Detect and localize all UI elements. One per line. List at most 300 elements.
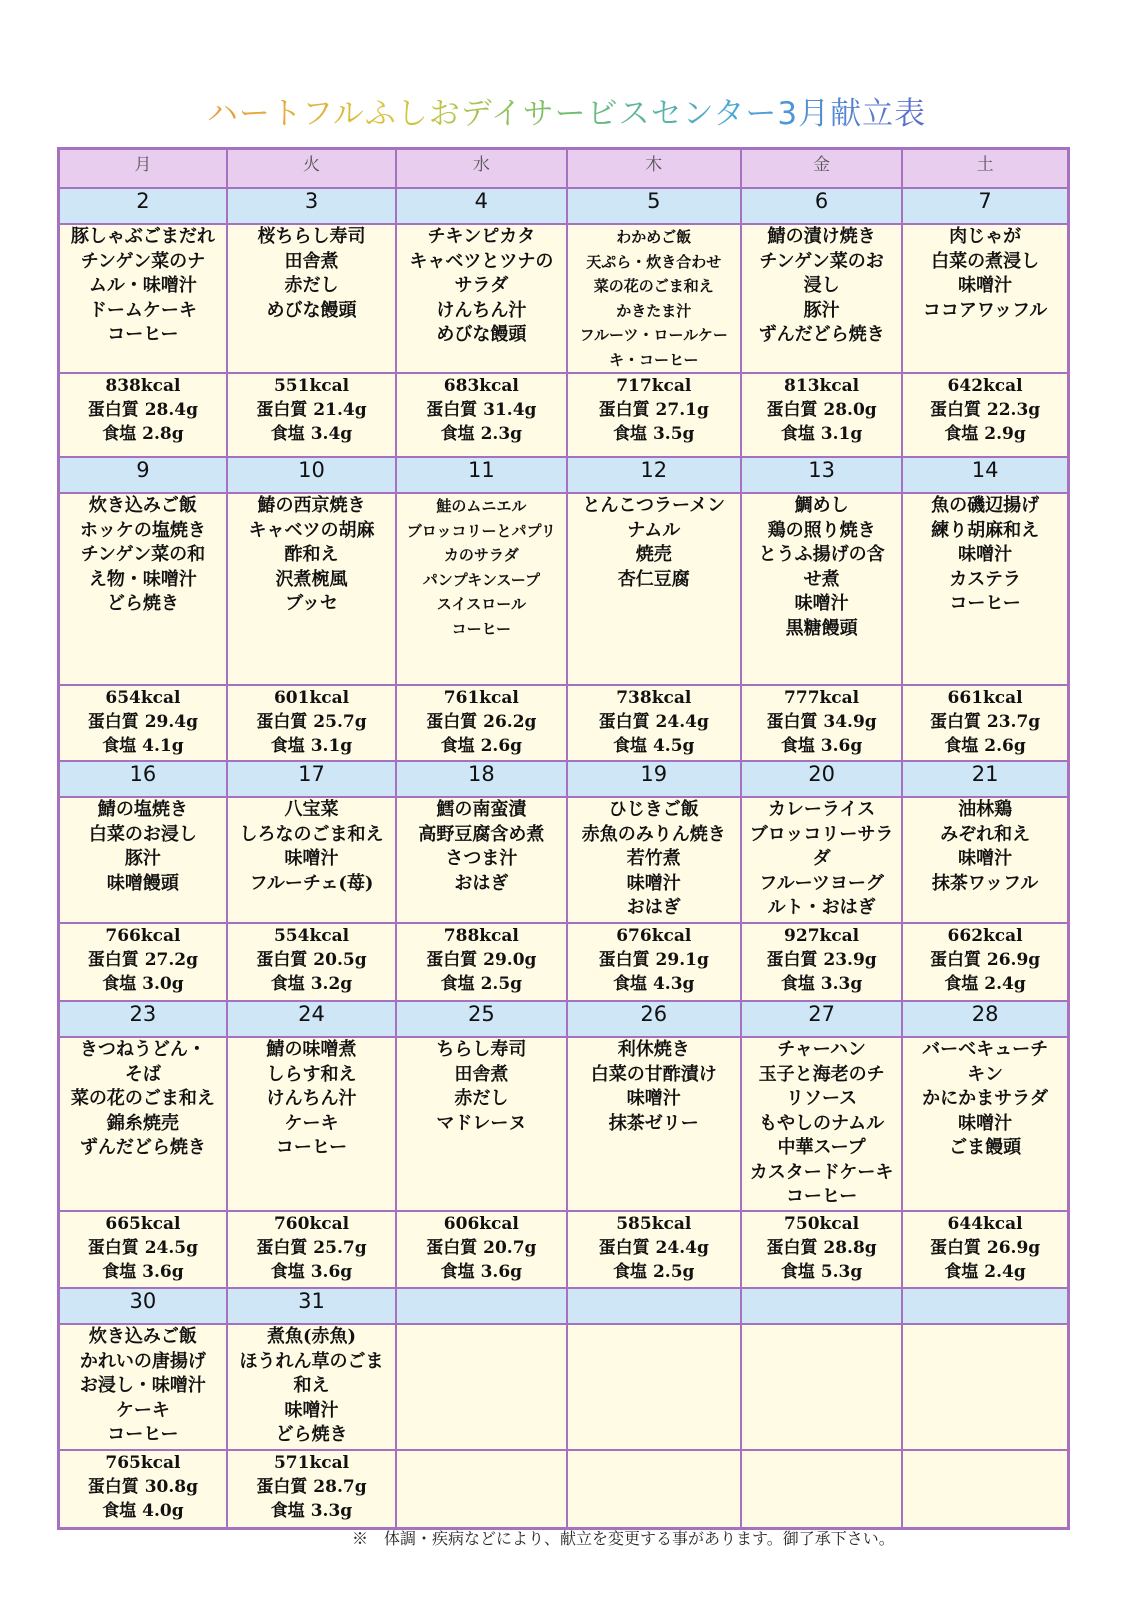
- nutrition-cell: [567, 1211, 741, 1288]
- menu-item: マドレーヌ: [436, 1112, 527, 1134]
- date-row: [59, 1288, 1069, 1324]
- menu-item: 味噌汁: [284, 1399, 339, 1421]
- protein-value: 蛋白質 30.8g: [87, 1477, 199, 1497]
- empty-cell: [396, 1324, 566, 1450]
- salt-value: 食塩 3.3g: [270, 1501, 353, 1521]
- protein-value: 蛋白質 26.9g: [929, 1238, 1041, 1258]
- menu-item: ダ: [812, 848, 831, 869]
- calories-value: 750kcal: [784, 1214, 860, 1234]
- empty-cell: [902, 1324, 1068, 1450]
- calories-value: 765kcal: [105, 1453, 181, 1473]
- menu-item: リソース: [786, 1088, 858, 1109]
- menu-cell: [227, 493, 396, 685]
- menu-item: 魚の磯辺揚げ: [931, 495, 1040, 516]
- menu-item: 肉じゃが: [949, 226, 1022, 247]
- day-number: 10: [227, 457, 396, 493]
- menu-item: スイスロール: [436, 595, 526, 613]
- nutrition-cell: [902, 923, 1068, 1001]
- nutrition-row: [59, 685, 1069, 761]
- menu-cell: [902, 1037, 1068, 1211]
- date-row: [59, 1001, 1069, 1037]
- menu-cell: [59, 1037, 227, 1211]
- menu-item: キン: [967, 1063, 1003, 1085]
- nutrition-cell: [902, 1211, 1068, 1288]
- nutrition-cell: [567, 923, 741, 1001]
- day-number: 7: [902, 188, 1068, 224]
- calories-value: 838kcal: [105, 376, 181, 396]
- day-number: 6: [741, 188, 902, 224]
- menu-cell: [741, 224, 902, 373]
- salt-value: 食塩 3.6g: [102, 1262, 184, 1282]
- salt-value: 食塩 2.3g: [440, 424, 523, 444]
- menu-item: そば: [124, 1063, 161, 1085]
- protein-value: 蛋白質 23.9g: [766, 950, 877, 970]
- menu-item: 菜の花のごま和え: [70, 1088, 215, 1109]
- menu-item: パンプキンスープ: [422, 570, 540, 589]
- salt-value: 食塩 3.2g: [270, 974, 353, 994]
- menu-item: 赤だし: [454, 1088, 509, 1109]
- day-number: [396, 1288, 566, 1324]
- calories-value: 683kcal: [443, 376, 519, 396]
- protein-value: 蛋白質 27.2g: [87, 950, 199, 970]
- empty-cell: [396, 1450, 566, 1529]
- menu-calendar: [57, 147, 1070, 1530]
- protein-value: 蛋白質 24.5g: [87, 1238, 199, 1258]
- menu-cell: [902, 797, 1068, 923]
- menu-item: カステラ: [949, 568, 1021, 590]
- weekday-mon: 月: [59, 149, 227, 189]
- menu-item: 煮魚(赤魚): [266, 1326, 357, 1347]
- salt-value: 食塩 3.0g: [102, 974, 184, 994]
- calories-value: 642kcal: [947, 376, 1023, 396]
- protein-value: 蛋白質 31.4g: [426, 400, 537, 420]
- menu-cell: [396, 797, 566, 923]
- menu-item: キャベツの胡麻: [248, 519, 375, 541]
- salt-value: 食塩 3.1g: [780, 424, 863, 444]
- nutrition-cell: [741, 373, 902, 457]
- weekday-tue: 火: [227, 149, 396, 189]
- day-number: 20: [741, 761, 902, 797]
- menu-item: ずんだどら焼き: [758, 324, 885, 345]
- menu-item: ケーキ: [284, 1112, 339, 1134]
- menu-item: 練り胡麻和え: [931, 519, 1040, 541]
- day-number: 23: [59, 1001, 227, 1037]
- menu-item: さつま汁: [445, 848, 518, 869]
- menu-item: ルト・おはぎ: [767, 897, 876, 918]
- menu-cell: [567, 797, 741, 923]
- day-number: 25: [396, 1001, 566, 1037]
- nutrition-cell: [227, 923, 396, 1001]
- calories-value: 554kcal: [273, 926, 350, 946]
- calories-value: 606kcal: [443, 1214, 519, 1234]
- weekday-wed: 水: [396, 149, 566, 189]
- menu-item: めびな饅頭: [436, 324, 527, 345]
- nutrition-cell: [902, 373, 1068, 457]
- menu-item: コーヒー: [949, 593, 1021, 614]
- menu-item: 鶏の照り焼き: [767, 519, 876, 541]
- salt-value: 食塩 2.9g: [944, 424, 1026, 444]
- menu-item: とんこつラーメン: [582, 495, 726, 516]
- salt-value: 食塩 2.4g: [944, 1262, 1026, 1282]
- menu-item: サラダ: [454, 275, 509, 296]
- nutrition-cell: [59, 923, 227, 1001]
- menu-item: しらす和え: [266, 1063, 357, 1085]
- menu-item: もやしのナムル: [759, 1112, 885, 1134]
- menu-item: 鯖の塩焼き: [97, 799, 188, 820]
- menu-item: ココアワッフル: [922, 299, 1048, 321]
- salt-value: 食塩 2.6g: [440, 736, 523, 756]
- salt-value: 食塩 3.6g: [780, 736, 863, 756]
- menu-item: ドームケーキ: [88, 299, 197, 321]
- nutrition-row: [59, 1211, 1069, 1288]
- menu-cell: [902, 493, 1068, 685]
- calories-value: 777kcal: [784, 688, 860, 708]
- menu-item: バーベキューチ: [922, 1039, 1049, 1060]
- day-number: 5: [567, 188, 741, 224]
- day-number: 26: [567, 1001, 741, 1037]
- protein-value: 蛋白質 26.2g: [426, 712, 537, 732]
- menu-item: 八宝菜: [284, 799, 339, 820]
- menu-item: 桜ちらし寿司: [257, 226, 366, 247]
- day-number: 31: [227, 1288, 396, 1324]
- nutrition-cell: [227, 373, 396, 457]
- menu-item: 若竹煮: [626, 848, 681, 869]
- day-number: 17: [227, 761, 396, 797]
- nutrition-row: [59, 923, 1069, 1001]
- menu-cell: [741, 1037, 902, 1211]
- calories-value: 662kcal: [947, 926, 1023, 946]
- empty-cell: [567, 1324, 741, 1450]
- menu-row: [59, 493, 1069, 685]
- menu-item: キャベツとツナの: [409, 250, 554, 272]
- menu-item: かにかまサラダ: [922, 1088, 1048, 1109]
- menu-item: 菜の花のごま和え: [593, 277, 714, 295]
- day-number: [741, 1288, 902, 1324]
- menu-item: カレーライス: [767, 799, 876, 820]
- protein-value: 蛋白質 21.4g: [256, 400, 367, 420]
- day-number: 3: [227, 188, 396, 224]
- menu-item: 黒糖饅頭: [785, 617, 858, 639]
- calories-value: 766kcal: [105, 926, 181, 946]
- nutrition-cell: [227, 685, 396, 761]
- calories-value: 738kcal: [616, 688, 692, 708]
- empty-cell: [741, 1324, 902, 1450]
- salt-value: 食塩 4.0g: [102, 1501, 184, 1521]
- menu-item: 抹茶ゼリー: [608, 1112, 699, 1134]
- menu-cell: [902, 224, 1068, 373]
- protein-value: 蛋白質 27.1g: [598, 400, 709, 420]
- day-number: 27: [741, 1001, 902, 1037]
- menu-item: ちらし寿司: [436, 1039, 527, 1060]
- nutrition-cell: [396, 923, 566, 1001]
- protein-value: 蛋白質 28.0g: [766, 400, 877, 420]
- protein-value: 蛋白質 29.0g: [426, 950, 537, 970]
- menu-item: 白菜の煮浸し: [931, 250, 1040, 272]
- menu-item: コーヒー: [275, 1137, 348, 1158]
- menu-item: 田舎煮: [454, 1063, 509, 1085]
- menu-cell: [741, 493, 902, 685]
- day-number: 9: [59, 457, 227, 493]
- menu-item: フルーチェ(苺): [249, 872, 374, 894]
- menu-item: ずんだどら焼き: [79, 1137, 206, 1158]
- menu-cell: [59, 797, 227, 923]
- menu-item: きつねうどん・: [79, 1039, 206, 1060]
- menu-item: ほうれん草のごま: [239, 1350, 384, 1372]
- protein-value: 蛋白質 29.4g: [87, 712, 199, 732]
- menu-item: 利休焼き: [617, 1039, 690, 1060]
- menu-item: ケーキ: [115, 1399, 170, 1421]
- menu-item: ブロッコリーとパプリ: [406, 521, 556, 540]
- menu-item: 和え: [293, 1375, 330, 1396]
- menu-item: お浸し・味噌汁: [79, 1375, 206, 1396]
- menu-item: チンゲン菜の和: [80, 544, 206, 565]
- weekday-thu: 木: [567, 149, 741, 189]
- menu-item: 高野豆腐含め煮: [418, 823, 545, 845]
- calories-value: 717kcal: [616, 376, 692, 396]
- nutrition-cell: [59, 373, 227, 457]
- menu-row: [59, 224, 1069, 373]
- calories-value: 927kcal: [784, 926, 860, 946]
- calories-value: 654kcal: [105, 688, 181, 708]
- nutrition-row: [59, 373, 1069, 457]
- menu-cell: [227, 1037, 396, 1211]
- day-number: [902, 1288, 1068, 1324]
- day-number: 13: [741, 457, 902, 493]
- salt-value: 食塩 4.5g: [613, 736, 695, 756]
- menu-item: 玉子と海老のチ: [758, 1063, 885, 1085]
- menu-row: [59, 797, 1069, 923]
- menu-item: けんちん汁: [266, 1088, 357, 1109]
- nutrition-cell: [567, 373, 741, 457]
- nutrition-cell: [59, 1211, 227, 1288]
- menu-item: おはぎ: [454, 872, 509, 894]
- menu-cell: [59, 224, 227, 373]
- calories-value: 761kcal: [443, 688, 519, 708]
- day-number: 24: [227, 1001, 396, 1037]
- menu-item: え物・味噌汁: [88, 568, 197, 590]
- protein-value: 蛋白質 20.5g: [256, 950, 367, 970]
- day-number: 2: [59, 188, 227, 224]
- nutrition-cell: [396, 373, 566, 457]
- day-number: [567, 1288, 741, 1324]
- menu-cell: [741, 797, 902, 923]
- menu-item: 豚汁: [803, 299, 840, 321]
- menu-item: 焼売: [635, 544, 672, 565]
- menu-cell: [396, 1037, 566, 1211]
- salt-value: 食塩 4.1g: [102, 736, 184, 756]
- nutrition-cell: [741, 1211, 902, 1288]
- salt-value: 食塩 3.4g: [270, 424, 353, 444]
- menu-item: ホッケの塩焼き: [79, 519, 206, 541]
- menu-item: けんちん汁: [436, 299, 527, 321]
- menu-item: 鯛めし: [794, 495, 849, 516]
- menu-item: とうふ揚げの含: [758, 544, 885, 565]
- salt-value: 食塩 3.3g: [780, 974, 863, 994]
- menu-item: チキンピカタ: [427, 226, 536, 247]
- menu-cell: [227, 797, 396, 923]
- protein-value: 蛋白質 28.8g: [766, 1238, 877, 1258]
- empty-cell: [567, 1450, 741, 1529]
- menu-item: 天ぷら・炊き合わせ: [586, 252, 722, 271]
- nutrition-cell: [741, 923, 902, 1001]
- protein-value: 蛋白質 23.7g: [929, 712, 1041, 732]
- menu-item: キ・コーヒー: [609, 350, 699, 369]
- protein-value: 蛋白質 28.4g: [87, 400, 199, 420]
- protein-value: 蛋白質 24.4g: [598, 1238, 709, 1258]
- protein-value: 蛋白質 25.7g: [256, 712, 367, 732]
- protein-value: 蛋白質 24.4g: [598, 712, 709, 732]
- calories-value: 760kcal: [273, 1214, 350, 1234]
- weekday-fri: 金: [741, 149, 902, 189]
- menu-item: 鯖の漬け焼き: [767, 226, 876, 247]
- weekday-header-row: [59, 149, 1069, 189]
- calories-value: 585kcal: [616, 1214, 692, 1234]
- nutrition-cell: [741, 685, 902, 761]
- menu-item: 味噌汁: [958, 275, 1013, 296]
- empty-cell: [741, 1450, 902, 1529]
- day-number: 11: [396, 457, 566, 493]
- salt-value: 食塩 2.8g: [102, 424, 184, 444]
- menu-item: 赤だし: [284, 275, 339, 296]
- salt-value: 食塩 2.6g: [944, 736, 1026, 756]
- day-number: 19: [567, 761, 741, 797]
- menu-item: 味噌汁: [626, 1088, 681, 1109]
- protein-value: 蛋白質 34.9g: [766, 712, 877, 732]
- menu-item: 沢煮椀風: [275, 568, 348, 590]
- menu-row: [59, 1324, 1069, 1450]
- nutrition-cell: [227, 1211, 396, 1288]
- menu-item: 赤魚のみりん焼き: [581, 823, 726, 845]
- menu-item: しろなのごま和え: [239, 823, 384, 845]
- menu-item: 油林鶏: [958, 799, 1013, 820]
- menu-cell: [567, 493, 741, 685]
- day-number: 14: [902, 457, 1068, 493]
- menu-item: かれいの唐揚げ: [79, 1350, 206, 1372]
- calories-value: 601kcal: [273, 688, 350, 708]
- day-number: 4: [396, 188, 566, 224]
- date-row: [59, 457, 1069, 493]
- menu-item: 味噌汁: [794, 593, 849, 614]
- menu-item: ブッセ: [285, 593, 338, 614]
- day-number: 21: [902, 761, 1068, 797]
- menu-cell: [59, 1324, 227, 1450]
- menu-item: チャーハン: [777, 1039, 866, 1060]
- menu-item: 味噌汁: [958, 848, 1013, 869]
- menu-item: 味噌汁: [958, 1112, 1013, 1134]
- menu-cell: [396, 224, 566, 373]
- salt-value: 食塩 3.1g: [270, 736, 353, 756]
- menu-item: わかめご飯: [616, 228, 692, 246]
- protein-value: 蛋白質 29.1g: [598, 950, 709, 970]
- day-number: 28: [902, 1001, 1068, 1037]
- calories-value: 788kcal: [443, 926, 519, 946]
- nutrition-cell: [59, 685, 227, 761]
- menu-item: 鮭のムニエル: [436, 497, 527, 515]
- menu-item: 味噌汁: [958, 544, 1013, 565]
- menu-cell: [227, 1324, 396, 1450]
- menu-item: ひじきご飯: [608, 799, 699, 820]
- menu-item: コーヒー: [107, 324, 179, 345]
- menu-item: めびな饅頭: [266, 299, 357, 321]
- calories-value: 676kcal: [616, 926, 692, 946]
- protein-value: 蛋白質 26.9g: [929, 950, 1041, 970]
- menu-item: 味噌汁: [626, 872, 681, 894]
- menu-cell: [567, 1037, 741, 1211]
- menu-item: かきたま汁: [616, 301, 692, 320]
- calories-value: 644kcal: [947, 1214, 1023, 1234]
- menu-item: フルーツ・ロールケー: [579, 326, 728, 344]
- menu-item: 抹茶ワッフル: [931, 872, 1039, 894]
- footnote: ※ 体調・疾病などにより、献立を変更する事があります。御了承下さい。: [352, 1529, 895, 1548]
- menu-item: ブロッコリーサラ: [749, 823, 894, 845]
- menu-item: おはぎ: [626, 897, 681, 918]
- page-title: ハートフルふしおデイサービスセンター3月献立表: [0, 88, 1133, 133]
- menu-item: ごま饅頭: [949, 1137, 1022, 1158]
- menu-item: コーヒー: [451, 619, 512, 638]
- menu-item: チンゲン菜のお: [759, 250, 884, 272]
- salt-value: 食塩 3.6g: [440, 1262, 523, 1282]
- menu-item: 酢和え: [284, 544, 339, 565]
- menu-cell: [59, 493, 227, 685]
- salt-value: 食塩 3.5g: [613, 424, 695, 444]
- nutrition-cell: [227, 1450, 396, 1529]
- menu-item: 中華スープ: [777, 1137, 866, 1158]
- menu-item: 味噌饅頭: [106, 872, 179, 894]
- menu-item: 田舎煮: [284, 250, 339, 272]
- salt-value: 食塩 3.6g: [270, 1262, 353, 1282]
- protein-value: 蛋白質 25.7g: [256, 1238, 367, 1258]
- protein-value: 蛋白質 22.3g: [929, 400, 1041, 420]
- salt-value: 食塩 5.3g: [780, 1262, 863, 1282]
- day-number: 12: [567, 457, 741, 493]
- calories-value: 665kcal: [105, 1214, 181, 1234]
- salt-value: 食塩 2.4g: [944, 974, 1026, 994]
- menu-item: 白菜のお浸し: [88, 823, 197, 845]
- menu-item: コーヒー: [107, 1424, 179, 1445]
- menu-item: 味噌汁: [284, 848, 339, 869]
- calories-value: 813kcal: [784, 376, 860, 396]
- day-number: 16: [59, 761, 227, 797]
- menu-item: カスタードケーキ: [749, 1161, 894, 1183]
- menu-item: 炊き込みご飯: [88, 1326, 197, 1347]
- protein-value: 蛋白質 28.7g: [256, 1477, 367, 1497]
- nutrition-cell: [567, 685, 741, 761]
- menu-cell: [396, 493, 566, 685]
- salt-value: 食塩 2.5g: [440, 974, 523, 994]
- menu-item: どら焼き: [275, 1424, 348, 1445]
- salt-value: 食塩 2.5g: [613, 1262, 695, 1282]
- protein-value: 蛋白質 20.7g: [426, 1238, 537, 1258]
- menu-item: 豚しゃぶごまだれ: [70, 226, 215, 247]
- menu-cell: [567, 224, 741, 373]
- calories-value: 571kcal: [273, 1453, 350, 1473]
- menu-item: 錦糸焼売: [106, 1112, 179, 1134]
- day-number: 18: [396, 761, 566, 797]
- menu-item: 鰆の西京焼き: [257, 495, 366, 516]
- nutrition-cell: [59, 1450, 227, 1529]
- menu-item: フルーツヨーグ: [759, 872, 884, 894]
- calories-value: 551kcal: [273, 376, 350, 396]
- menu-item: 鯖の味噌煮: [266, 1039, 357, 1060]
- menu-item: 白菜の甘酢漬け: [590, 1063, 717, 1085]
- day-number: 30: [59, 1288, 227, 1324]
- salt-value: 食塩 4.3g: [613, 974, 695, 994]
- menu-cell: [227, 224, 396, 373]
- date-row: [59, 188, 1069, 224]
- menu-item: 鱈の南蛮漬: [436, 799, 527, 820]
- menu-item: カのサラダ: [443, 546, 519, 564]
- nutrition-cell: [902, 685, 1068, 761]
